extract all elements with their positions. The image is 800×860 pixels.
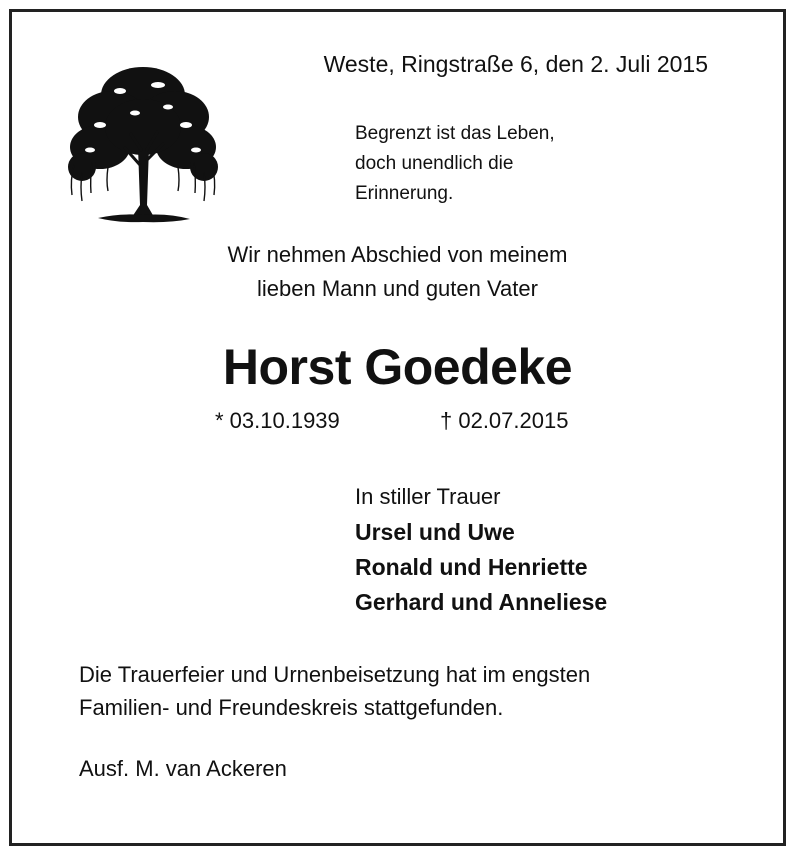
memorial-quote xyxy=(355,119,555,209)
service-line: Familien- und Freundeskreis stattgefunden. xyxy=(79,695,504,720)
place-date-line: Weste, Ringstraße 6, den 2. Juli 2015 xyxy=(323,51,708,77)
mourning-label: In stiller Trauer xyxy=(355,484,501,509)
quote-line: Begrenzt ist das Leben, xyxy=(355,123,555,144)
obituary-notice xyxy=(9,9,786,846)
deceased-name: Horst Goedeke xyxy=(222,339,573,395)
weeping-willow-tree-icon xyxy=(60,55,226,230)
quote-line: Erinnerung. xyxy=(355,183,454,204)
mourner-entry: Ursel und Uwe xyxy=(355,519,515,545)
service-notice xyxy=(79,658,590,724)
birth-date: * 03.10.1939 xyxy=(215,408,340,433)
service-line: Die Trauerfeier und Urnenbeisetzung hat im engsten xyxy=(79,662,591,687)
mourners-list xyxy=(355,515,607,620)
funeral-director-credit: Ausf. M. van Ackeren xyxy=(79,756,287,781)
intro-line: Wir nehmen Abschied von meinem xyxy=(227,242,568,267)
death-date: † 02.07.2015 xyxy=(440,408,569,433)
quote-line: doch unendlich die xyxy=(355,153,514,174)
mourner-entry: Ronald und Henriette xyxy=(355,554,588,580)
mourner-entry: Gerhard und Anneliese xyxy=(355,589,608,615)
intro-line: lieben Mann und guten Vater xyxy=(257,276,538,301)
farewell-intro xyxy=(12,238,783,306)
